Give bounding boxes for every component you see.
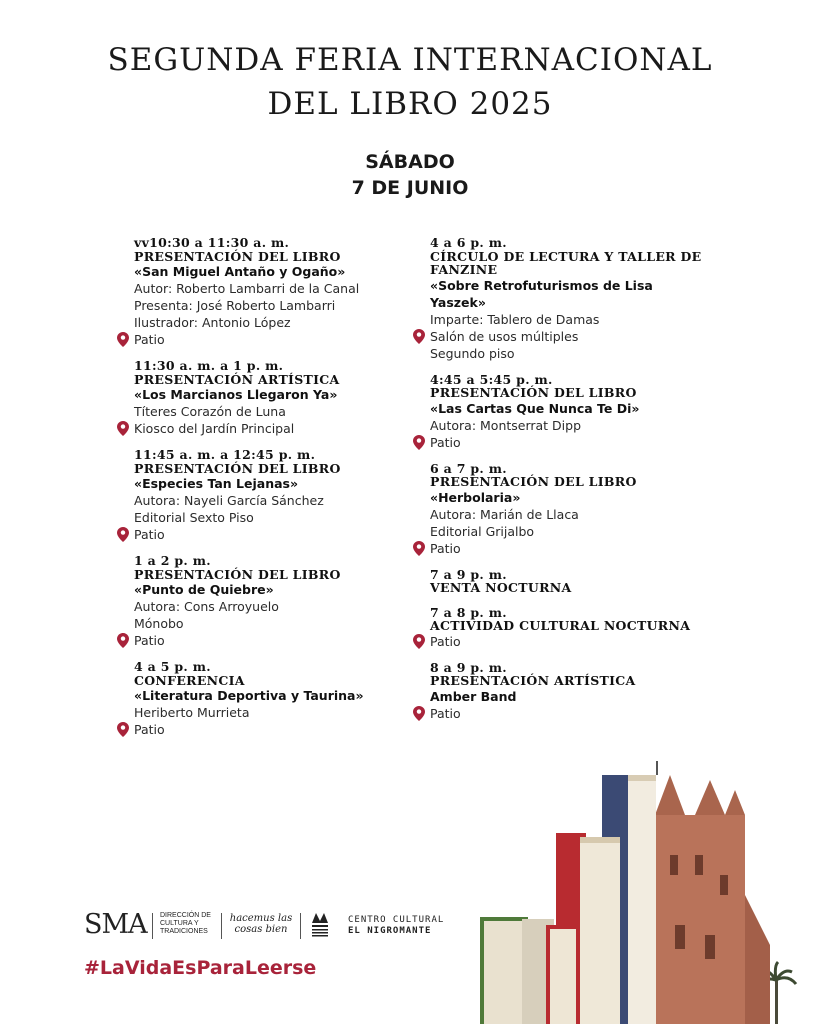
map-pin-icon [413,634,425,649]
event-detail: Autora: Montserrat Dipp [430,417,582,433]
hashtag: #LaVidaEsParaLeerse [84,957,317,979]
event-time: 11:30 a. m. a 1 p. m. [134,358,284,373]
event-time: vv10:30 a 11:30 a. m. [134,235,290,250]
logo-divider [300,913,301,939]
event-location [430,705,703,722]
event-detail: Heriberto Murrieta [134,705,250,720]
event-type: PRESENTACIÓN DEL LIBRO [134,248,341,264]
logo-divider [221,913,222,939]
event-title: «Herbolaria» [430,489,521,505]
sma-logo: SMA [84,909,147,940]
direccion-cultura-logo: DIRECCIÓN DE CULTURA Y TRADICIONES [160,912,211,935]
event-location-label: Patio [134,633,165,648]
ccn-line-2: EL NIGROMANTE [348,926,432,936]
event-time: 8 a 9 p. m. [430,659,507,675]
event-type: PRESENTACIÓN ARTÍSTICA [430,673,636,688]
event-location [134,331,407,348]
map-pin-icon [413,435,425,450]
event-location-label: Patio [430,540,461,556]
hacemus-logo: hacemus las cosas bien [229,913,293,935]
event-location-label: Kiosco del Jardín Principal [134,421,295,436]
event-time: 4 a 6 p. m. [430,235,507,250]
event-time: 1 a 2 p. m. [134,553,211,568]
event-type: CONFERENCIA [134,672,245,688]
title-line-1: SEGUNDA FERIA INTERNACIONAL [107,42,713,78]
map-pin-icon [117,332,129,347]
event-location-label: Segundo piso [430,345,515,361]
schedule-event [413,568,703,595]
event-title: «Las Cartas Que Nunca Te Di» [430,400,640,416]
event-title: «Sobre Retrofuturismos de Lisa Yaszek» [430,277,653,310]
event-detail: Mónobo [134,616,184,631]
event-location [134,420,407,437]
date-label: 7 DE JUNIO [351,177,469,199]
event-type: PRESENTACIÓN DEL LIBRO [134,566,341,582]
event-location-label: Patio [430,705,461,721]
ccn-line-1: CENTRO CULTURAL [348,915,445,925]
map-pin-icon [117,633,129,648]
event-type: ACTIVIDAD CULTURAL NOCTURNA [430,618,691,633]
centro-cultural-logo [348,915,444,937]
event-location [430,434,703,451]
map-pin-icon [117,722,129,737]
books-church-illustration [480,755,820,1024]
event-type: PRESENTACIÓN DEL LIBRO [430,385,637,400]
schedule-right-column [413,236,703,733]
date-heading [0,149,820,201]
logo-divider [152,913,153,939]
event-detail: Autora: Nayeli García Sánchez [134,493,324,508]
event-location-label: Salón de usos múltiples [430,328,579,344]
event-detail: Autor: Roberto Lambarri de la Canal [134,281,360,296]
event-location [430,540,703,557]
event-location-label: Patio [430,434,461,450]
schedule-event [413,606,703,650]
map-pin-icon [117,421,129,436]
event-type: PRESENTACIÓN DEL LIBRO [134,460,341,476]
event-type: VENTA NOCTURNA [430,580,572,595]
feria-libro-logo [309,909,331,943]
event-detail: Autora: Marián de Llaca [430,506,579,522]
event-detail: Ilustrador: Antonio López [134,315,291,330]
event-detail: Presenta: José Roberto Lambarri [134,298,336,313]
event-location [430,633,703,650]
event-detail: Editorial Grijalbo [430,523,535,539]
schedule-event [413,236,703,362]
event-detail: Editorial Sexto Piso [134,510,254,525]
event-type: CÍRCULO DE LECTURA Y TALLER DE FANZINE [430,248,702,277]
event-title: «Punto de Quiebre» [134,582,274,597]
event-time: 11:45 a. m. a 12:45 p. m. [134,447,316,462]
event-type: PRESENTACIÓN ARTÍSTICA [134,371,340,387]
event-location-label: Patio [134,527,165,542]
event-time: 4 a 5 p. m. [134,659,211,674]
title-line-2: DEL LIBRO 2025 [267,86,553,122]
event-title: «Literatura Deportiva y Taurina» [134,688,364,703]
event-title: «San Miguel Antaño y Ogaño» [134,264,346,279]
sponsor-logos [84,905,464,945]
day-label: SÁBADO [365,151,455,173]
event-time: 6 a 7 p. m. [430,460,507,476]
map-pin-icon [413,541,425,556]
event-title: «Los Marcianos Llegaron Ya» [134,387,338,402]
event-location-label: Patio [134,332,165,347]
map-pin-icon [413,706,425,721]
event-location [134,632,407,649]
event-title: Amber Band [430,688,517,704]
event-time: 4:45 a 5:45 p. m. [430,371,553,387]
event-location [430,328,703,345]
map-pin-icon [413,329,425,344]
event-detail: Títeres Corazón de Luna [134,404,286,419]
event-location [430,345,703,362]
event-title: «Especies Tan Lejanas» [134,476,299,491]
event-time: 7 a 9 p. m. [430,566,507,582]
event-location-label: Patio [134,722,165,737]
schedule-left-column [117,236,407,749]
map-pin-icon [117,527,129,542]
event-detail: Imparte: Tablero de Damas [430,311,600,327]
event-location [134,721,407,738]
event-location-label: Patio [430,633,461,649]
schedule-event [413,462,703,557]
schedule-event [117,660,407,738]
event-detail: Autora: Cons Arroyuelo [134,599,279,614]
page-title [0,38,820,126]
schedule-event [413,373,703,451]
event-time: 7 a 8 p. m. [430,604,507,620]
event-type: PRESENTACIÓN DEL LIBRO [430,474,637,489]
schedule-event [117,448,407,543]
schedule-event [117,359,407,437]
schedule-event [413,661,703,722]
schedule-event [117,554,407,649]
schedule-event [117,236,407,348]
event-location [134,526,407,543]
